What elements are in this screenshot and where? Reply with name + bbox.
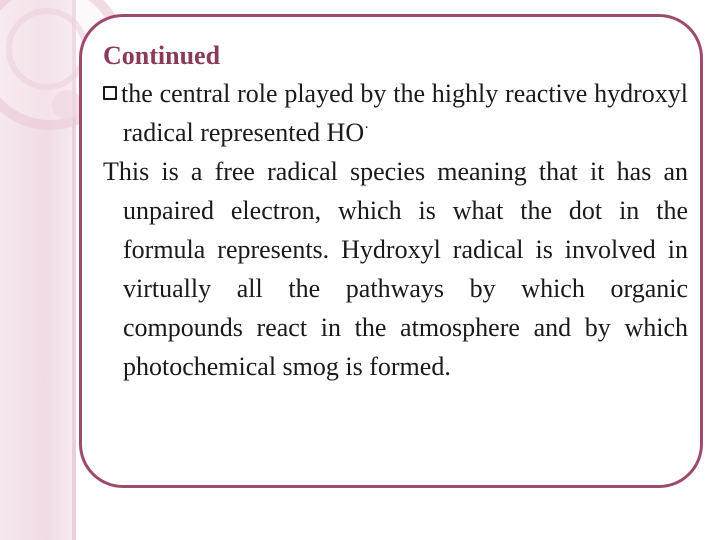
- decorative-ring-inner: [6, 8, 88, 90]
- body-paragraph: This is a free radical species meaning that it has an unpaired electron, which is what the dot in the formula represents. Hydroxyl radical is involved in virtually all the pathways by which organic compounds react in the atmosphere and by which photochemical smog is formed.: [103, 157, 688, 381]
- bullet-paragraph: [103, 74, 688, 152]
- bullet-text: the central role played by the highly reactive hydroxyl radical represented HO: [121, 79, 688, 147]
- decorative-circle: [52, 90, 82, 120]
- slide-content: [103, 38, 688, 386]
- square-bullet-icon: [103, 86, 117, 100]
- radical-dot: ·: [364, 120, 370, 136]
- slide-heading: Continued: [103, 41, 221, 70]
